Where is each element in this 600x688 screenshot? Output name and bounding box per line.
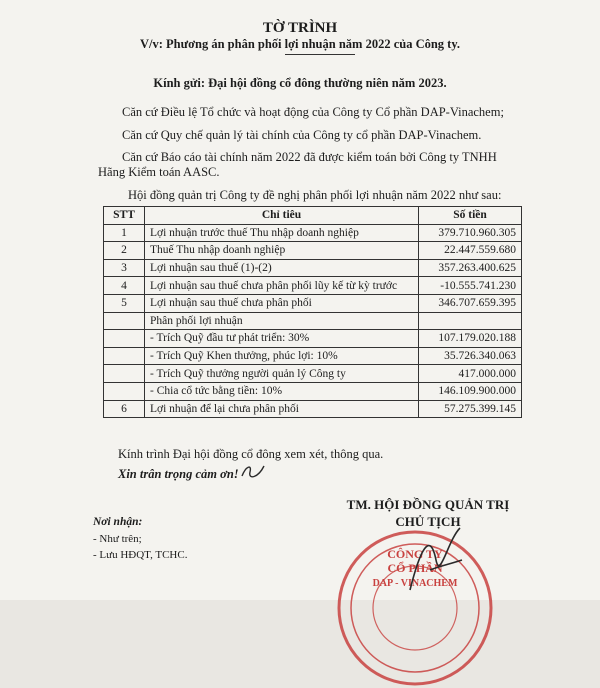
paragraph-basis-regulation: Căn cứ Quy chế quản lý tài chính của Công ty cổ phần DAP-Vinachem. bbox=[122, 128, 482, 142]
table-row bbox=[104, 242, 522, 260]
table-row bbox=[104, 382, 522, 400]
table-row bbox=[104, 330, 522, 348]
row-stt bbox=[104, 347, 145, 365]
row-amount: 22.447.559.680 bbox=[419, 242, 522, 260]
row-item: Lợi nhuận trước thuế Thu nhập doanh nghiệp bbox=[145, 224, 419, 242]
thanks-line: Xin trân trọng cảm ơn! bbox=[118, 467, 239, 481]
row-stt: 3 bbox=[104, 259, 145, 277]
row-item: Lợi nhuận sau thuế (1)-(2) bbox=[145, 259, 419, 277]
row-item: Thuế Thu nhập doanh nghiệp bbox=[145, 242, 419, 260]
row-amount: 146.109.900.000 bbox=[419, 382, 522, 400]
header-amount: Số tiền bbox=[419, 207, 522, 225]
table-row bbox=[104, 294, 522, 312]
row-item: - Trích Quỹ Khen thưởng, phúc lợi: 10% bbox=[145, 347, 419, 365]
row-amount: 57.275.399.145 bbox=[419, 400, 522, 418]
row-stt: 5 bbox=[104, 294, 145, 312]
seal-line-3: DAP - VINACHEM bbox=[372, 578, 458, 589]
row-item: - Chia cổ tức bằng tiền: 10% bbox=[145, 382, 419, 400]
document-subject: V/v: Phương án phân phối lợi nhuận năm 2022 của Công ty. bbox=[139, 37, 461, 51]
subject-underline bbox=[285, 54, 355, 55]
row-amount: -10.555.741.230 bbox=[419, 277, 522, 295]
seal-line-2: CỔ PHẦN bbox=[387, 561, 443, 575]
row-stt bbox=[104, 382, 145, 400]
row-amount: 346.707.659.395 bbox=[419, 294, 522, 312]
table-row bbox=[104, 259, 522, 277]
row-item: Lợi nhuận sau thuế chưa phân phối bbox=[145, 294, 419, 312]
row-stt bbox=[104, 312, 145, 330]
recipient-item: - Như trên; bbox=[93, 533, 142, 545]
chairman-signature bbox=[400, 520, 470, 600]
seal-line-1: CÔNG TY bbox=[387, 547, 443, 561]
table-row bbox=[104, 347, 522, 365]
table-row bbox=[104, 312, 522, 330]
paragraph-proposal: Hội đồng quản trị Công ty đề nghị phân phối lợi nhuận năm 2022 như sau: bbox=[128, 188, 502, 202]
row-stt bbox=[104, 365, 145, 383]
row-amount: 417.000.000 bbox=[419, 365, 522, 383]
row-amount bbox=[419, 312, 522, 330]
paragraph-basis-audit: Căn cứ Báo cáo tài chính năm 2022 đã được kiểm toán bởi Công ty TNHH Hãng Kiểm toán AASC. bbox=[98, 150, 497, 179]
table-row bbox=[104, 224, 522, 242]
signature-organization: TM. HỘI ĐỒNG QUẢN TRỊ bbox=[346, 497, 510, 512]
greeting-line: Kính gửi: Đại hội đồng cổ đông thường niên năm 2023. bbox=[153, 76, 447, 90]
row-item: Phân phối lợi nhuận bbox=[145, 312, 419, 330]
header-stt: STT bbox=[104, 207, 145, 225]
signature-position: CHỦ TỊCH bbox=[395, 514, 461, 529]
table-row bbox=[104, 365, 522, 383]
recipients-title: Nơi nhận: bbox=[93, 516, 143, 528]
row-item: Lợi nhuận để lại chưa phân phối bbox=[145, 400, 419, 418]
row-stt: 2 bbox=[104, 242, 145, 260]
table-row bbox=[104, 277, 522, 295]
row-item: - Trích Quỹ đầu tư phát triển: 30% bbox=[145, 330, 419, 348]
profit-distribution-table bbox=[103, 206, 522, 418]
row-amount: 35.726.340.063 bbox=[419, 347, 522, 365]
row-item: - Trích Quỹ thưởng người quản lý Công ty bbox=[145, 365, 419, 383]
row-item: Lợi nhuận sau thuế chưa phân phối lũy kế từ kỳ trước bbox=[145, 277, 419, 295]
row-stt bbox=[104, 330, 145, 348]
row-amount: 357.263.400.625 bbox=[419, 259, 522, 277]
initial-mark bbox=[238, 460, 268, 484]
table-header-row bbox=[104, 207, 522, 225]
row-amount: 379.710.960.305 bbox=[419, 224, 522, 242]
row-amount: 107.179.020.188 bbox=[419, 330, 522, 348]
row-stt: 4 bbox=[104, 277, 145, 295]
row-stt: 6 bbox=[104, 400, 145, 418]
table-row bbox=[104, 400, 522, 418]
row-stt: 1 bbox=[104, 224, 145, 242]
document-title: TỜ TRÌNH bbox=[262, 20, 338, 36]
paragraph-basis-charter: Căn cứ Điều lệ Tổ chức và hoạt động của Công ty Cổ phần DAP-Vinachem; bbox=[122, 105, 504, 119]
header-item: Chỉ tiêu bbox=[145, 207, 419, 225]
closing-statement: Kính trình Đại hội đồng cổ đông xem xét, thông qua. bbox=[118, 447, 384, 461]
recipient-item: - Lưu HĐQT, TCHC. bbox=[93, 549, 188, 561]
